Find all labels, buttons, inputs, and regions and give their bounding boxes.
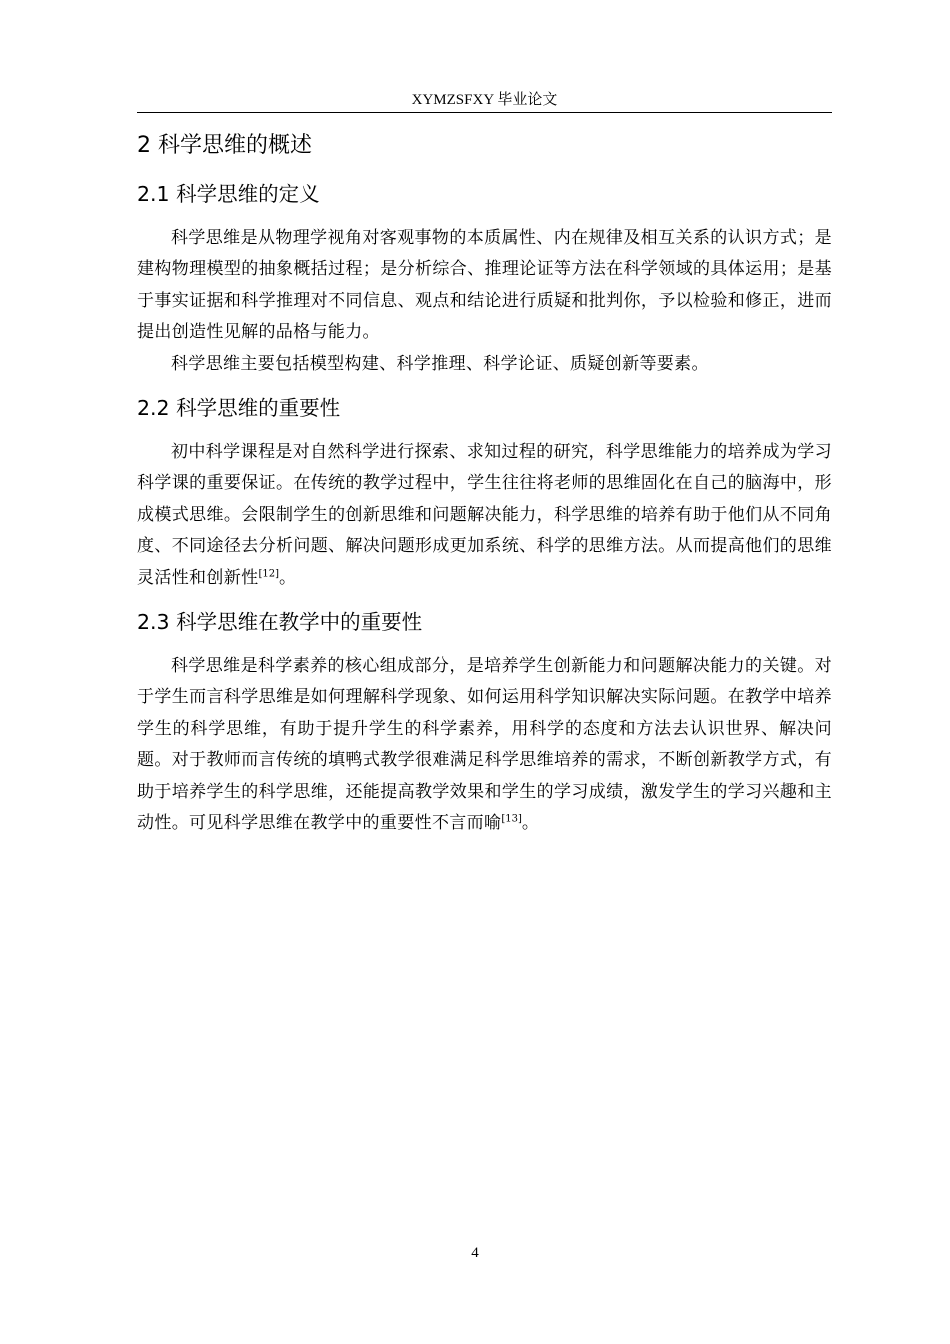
paragraph-importance-text: 初中科学课程是对自然科学进行探索、求知过程的研究，科学思维能力的培养成为学习科学课的重要保证。在传统的教学过程中，学生往往将老师的思维固化在自己的脑海中，形成模式思维。会限制学生的创新思维和问题解决能力，科学思维的培养有助于他们从不同角度、不同途径去分析问题、解决问题形成更加系统、科学的思维方法。从而提高他们的思维灵活性和创新性	[137, 442, 832, 588]
paragraph-definition: 科学思维是从物理学视角对客观事物的本质属性、内在规律及相互关系的认识方式；是建构物理模型的抽象概括过程；是分析综合、推理论证等方法在科学领域的具体运用；是基于事实证据和科学推理对不同信息、观点和结论进行质疑和批判你，予以检验和修正，进而提出创造性见解的品格与能力。	[137, 228, 832, 343]
section-2-1	[137, 176, 832, 380]
page-body	[137, 126, 832, 840]
paragraph-end-punct: 。	[278, 567, 297, 588]
citation-13: [13]	[501, 813, 522, 825]
paragraph-teaching-importance	[137, 651, 832, 839]
paragraph-elements: 科学思维主要包括模型构建、科学推理、科学论证、质疑创新等要素。	[171, 353, 709, 374]
running-header: XYMZSFXY 毕业论文	[411, 92, 558, 108]
paragraph-end-punct: 。	[521, 813, 540, 834]
chapter-title: 2 科学思维的概述	[137, 133, 312, 158]
paragraph-teaching-importance-text: 科学思维是科学素养的核心组成部分，是培养学生创新能力和问题解决能力的关键。对于学生而言科学思维是如何理解科学现象、如何运用科学知识解决实际问题。在教学中培养学生的科学思维，有助于提升学生的科学素养，用科学的态度和方法去认识世界、解决问题。对于教师而言传统的填鸭式教学很难满足科学思维培养的需求，不断创新教学方式，有助于培养学生的科学思维，还能提高教学效果和学生的学习成绩，激发学生的学习兴趣和主动性。可见科学思维在教学中的重要性不言而喻	[137, 656, 832, 834]
paragraph-importance	[137, 437, 832, 594]
section-title-2-3: 2.3 科学思维在教学中的重要性	[137, 610, 423, 635]
section-title-2-1: 2.1 科学思维的定义	[137, 182, 320, 206]
section-title-2-2: 2.2 科学思维的重要性	[137, 396, 341, 421]
page-number: 4	[471, 1245, 479, 1261]
section-2-2	[137, 390, 832, 594]
header-rule	[137, 112, 832, 113]
citation-12: [12]	[258, 568, 279, 579]
section-2-3	[137, 604, 832, 839]
